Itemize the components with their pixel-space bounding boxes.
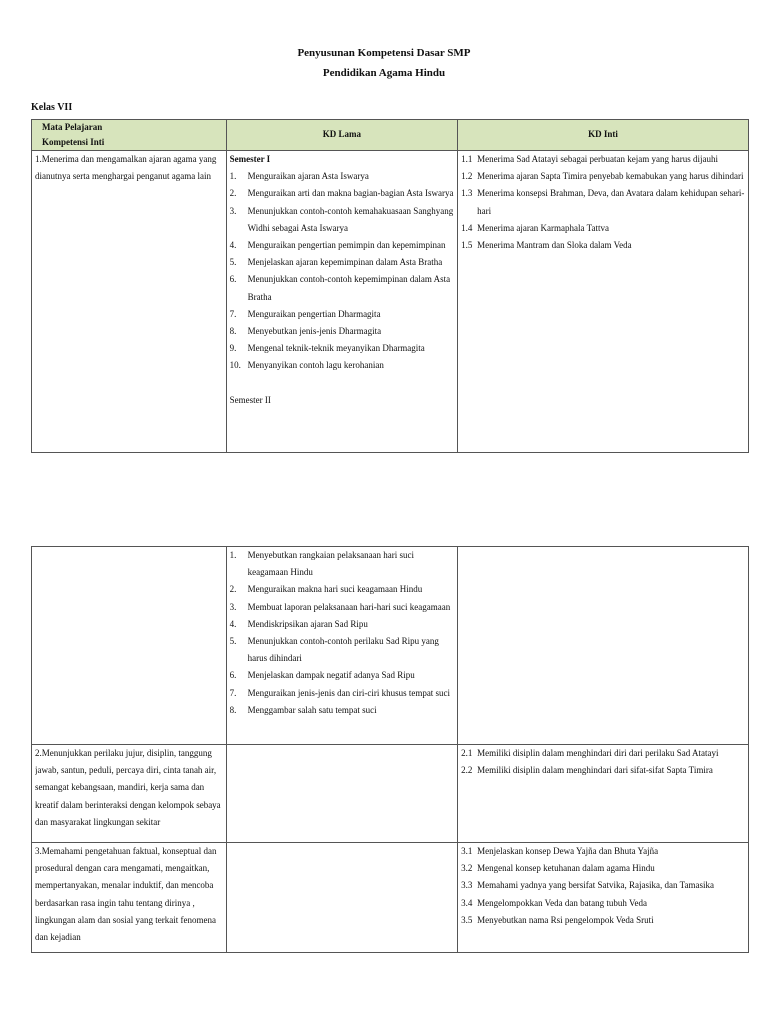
kd-lama-cell <box>226 547 457 745</box>
item-number: 1.1 <box>461 154 473 164</box>
item-number: 3.1 <box>461 846 473 856</box>
kd-lama-list <box>230 547 454 719</box>
item-text: Menerima Sad Atatayi sebagai perbuatan kejam yang harus dijauhi <box>477 154 719 164</box>
table-row <box>32 547 749 745</box>
item-text: Mengenal teknik-teknik meyanyikan Dharmagita <box>247 343 425 354</box>
semester-2-label: Semester II <box>229 394 271 405</box>
item-text: Menguraikan jenis-jenis dan ciri-ciri khusus tempat suci <box>247 687 451 698</box>
list-item <box>461 860 745 877</box>
list-item <box>230 185 454 202</box>
item-text: Menerima ajaran Sapta Timira penyebab kemabukan yang harus dihindari <box>477 171 744 182</box>
header-mapel: Mata Pelajaran <box>42 122 103 132</box>
list-item <box>230 340 454 357</box>
list-item <box>461 912 745 929</box>
item-number: 2.1 <box>461 748 473 758</box>
list-item <box>230 168 454 185</box>
header-ki: Kompetensi Inti <box>42 137 105 147</box>
header-mapel-ki <box>32 120 227 151</box>
kd-inti-list <box>461 843 745 929</box>
item-text: Menguraikan arti dan makna bagian-bagian Asta Iswarya <box>247 188 454 199</box>
item-text: Menerima ajaran Karmaphala Tattva <box>477 222 609 233</box>
item-number: 2.2 <box>461 765 473 776</box>
item-number: 8. <box>229 704 237 715</box>
item-text: Menunjukkan contoh-contoh kepemimpinan dalam Asta Bratha <box>247 274 451 302</box>
list-item <box>230 547 454 581</box>
item-text: Menunjukkan contoh-contoh kemahakuasaan Sanghyang Widhi sebagai Asta Iswarya <box>247 205 454 233</box>
kelas-label: Kelas VII <box>31 102 73 113</box>
ki-2-text: 2.Menunjukkan perilaku jujur, disiplin, tanggung jawab, santun, peduli, percaya diri, cinta tanah air, semangat kebangsaan, mandiri, kerja sama dan kreatif dalam berinteraksi dengan kelompok sebaya dan masyarakat lingkungan sekitar <box>35 748 221 827</box>
list-item <box>230 254 454 271</box>
item-text: Menerima konsepsi Brahman, Deva, dan Avatara dalam kehidupan sehari-hari <box>477 188 745 216</box>
item-text: Menjelaskan ajaran kepemimpinan dalam Asta Bratha <box>247 257 443 268</box>
item-number: 3. <box>229 205 237 216</box>
item-number: 7. <box>229 308 237 319</box>
list-item <box>230 271 454 305</box>
item-number: 3.4 <box>461 897 473 908</box>
item-text: Menguraikan pengertian Dharmagita <box>247 308 381 319</box>
list-item <box>230 599 454 616</box>
list-item <box>230 616 454 633</box>
item-number: 9. <box>229 343 237 354</box>
item-number: 1.3 <box>461 188 473 199</box>
table-row <box>32 151 749 453</box>
list-item <box>230 702 454 719</box>
item-number: 2. <box>229 188 237 199</box>
kd-lama-cell <box>226 843 457 953</box>
item-number: 1. <box>229 550 237 560</box>
kd-lama-list <box>230 168 454 374</box>
list-item <box>461 895 745 912</box>
list-item <box>230 357 454 374</box>
list-item <box>230 237 454 254</box>
header-kd-lama: KD Lama <box>226 120 457 151</box>
item-text: Menguraikan pengertian pemimpin dan kepemimpinan <box>247 240 446 251</box>
kd-inti-cell <box>458 151 749 453</box>
list-item <box>230 633 454 667</box>
item-text: Menggambar salah satu tempat suci <box>247 704 377 715</box>
item-number: 3.2 <box>461 863 473 874</box>
item-number: 8. <box>229 326 237 337</box>
item-text: Menjelaskan dampak negatif adanya Sad Ripu <box>247 670 415 681</box>
item-text: Menyanyikan contoh lagu kerohanian <box>247 360 384 371</box>
list-item <box>461 843 745 860</box>
list-item <box>461 237 745 254</box>
item-text: Memahami yadnya yang bersifat Satvika, Rajasika, dan Tamasika <box>477 880 714 891</box>
list-item <box>230 203 454 237</box>
item-number: 1. <box>229 171 237 182</box>
list-item <box>230 667 454 684</box>
table-header-row <box>32 120 749 151</box>
ki-cell <box>32 843 227 953</box>
item-number: 1.4 <box>461 222 473 233</box>
item-text: Menguraikan makna hari suci keagamaan Hindu <box>247 584 423 595</box>
kd-inti-cell <box>458 547 749 745</box>
item-number: 4. <box>229 240 237 251</box>
kd-inti-cell <box>458 843 749 953</box>
list-item <box>461 877 745 894</box>
list-item <box>461 745 745 762</box>
item-text: Memiliki disiplin dalam menghindari diri dari perilaku Sad Atatayi <box>477 748 719 758</box>
kd-table-1 <box>31 119 749 453</box>
list-item <box>230 323 454 340</box>
kd-inti-list <box>461 151 745 254</box>
list-item <box>461 151 745 168</box>
item-text: Membuat laporan pelaksanaan hari-hari suci keagamaan <box>247 601 451 612</box>
item-text: Menyebutkan jenis-jenis Dharmagita <box>247 326 382 337</box>
ki-cell <box>32 745 227 843</box>
item-number: 1.5 <box>461 240 473 251</box>
item-number: 10. <box>229 360 241 371</box>
item-number: 3. <box>229 601 237 612</box>
item-text: Mendiskripsikan ajaran Sad Ripu <box>247 618 368 629</box>
kd-lama-cell <box>226 151 457 453</box>
item-number: 2. <box>229 584 237 595</box>
ki-1-text: 1.Menerima dan mengamalkan ajaran agama yang dianutnya serta menghargai penganut agama lain <box>35 154 217 182</box>
item-number: 6. <box>229 670 237 681</box>
item-number: 6. <box>229 274 237 285</box>
ki-cell <box>32 151 227 453</box>
list-item <box>461 762 745 779</box>
list-item <box>461 220 745 237</box>
ki-cell <box>32 547 227 745</box>
item-number: 4. <box>229 618 237 629</box>
item-text: Menunjukkan contoh-contoh perilaku Sad Ripu yang harus dihindari <box>247 636 439 664</box>
item-number: 7. <box>229 687 237 698</box>
item-number: 1.2 <box>461 171 473 182</box>
kd-table-2 <box>31 546 749 953</box>
list-item <box>461 168 745 185</box>
table-row <box>32 843 749 953</box>
item-text: Menerima Mantram dan Sloka dalam Veda <box>477 240 632 251</box>
item-number: 3.5 <box>461 914 473 925</box>
table-row <box>32 745 749 843</box>
item-number: 5. <box>229 636 237 647</box>
item-text: Menjelaskan konsep Dewa Yajña dan Bhuta Yajña <box>477 846 659 856</box>
ki-3-text: 3.Memahami pengetahuan faktual, konseptual dan prosedural dengan cara mengamati, mengaitkan, mempertanyakan, menalar induktif, dan mencoba berdasarkan rasa ingin tahu tentang dirinya , lingkungan alam dan sosial yang terkait fenomena dan kejadian <box>35 846 217 943</box>
item-text: Menguraikan ajaran Asta Iswarya <box>247 171 369 182</box>
item-text: Menyebutkan rangkaian pelaksanaan hari suci keagamaan Hindu <box>247 550 415 578</box>
document-subtitle: Pendidikan Agama Hindu <box>322 67 446 79</box>
item-text: Memiliki disiplin dalam menghindari dari sifat-sifat Sapta Timira <box>477 765 713 776</box>
header-kd-inti: KD Inti <box>458 120 749 151</box>
kd-inti-list <box>461 745 745 779</box>
kd-inti-cell <box>458 745 749 843</box>
list-item <box>230 685 454 702</box>
kd-lama-cell <box>226 745 457 843</box>
item-text: Mengelompokkan Veda dan batang tubuh Veda <box>477 897 647 908</box>
list-item <box>230 581 454 598</box>
item-number: 3.3 <box>461 880 473 891</box>
list-item <box>230 306 454 323</box>
item-number: 5. <box>229 257 237 268</box>
document-title: Penyusunan Kompetensi Dasar SMP <box>297 47 471 59</box>
semester-1-label: Semester I <box>229 154 271 164</box>
list-item <box>461 185 745 219</box>
item-text: Menyebutkan nama Rsi pengelompok Veda Sruti <box>477 914 654 925</box>
item-text: Mengenal konsep ketuhanan dalam agama Hindu <box>477 863 655 874</box>
